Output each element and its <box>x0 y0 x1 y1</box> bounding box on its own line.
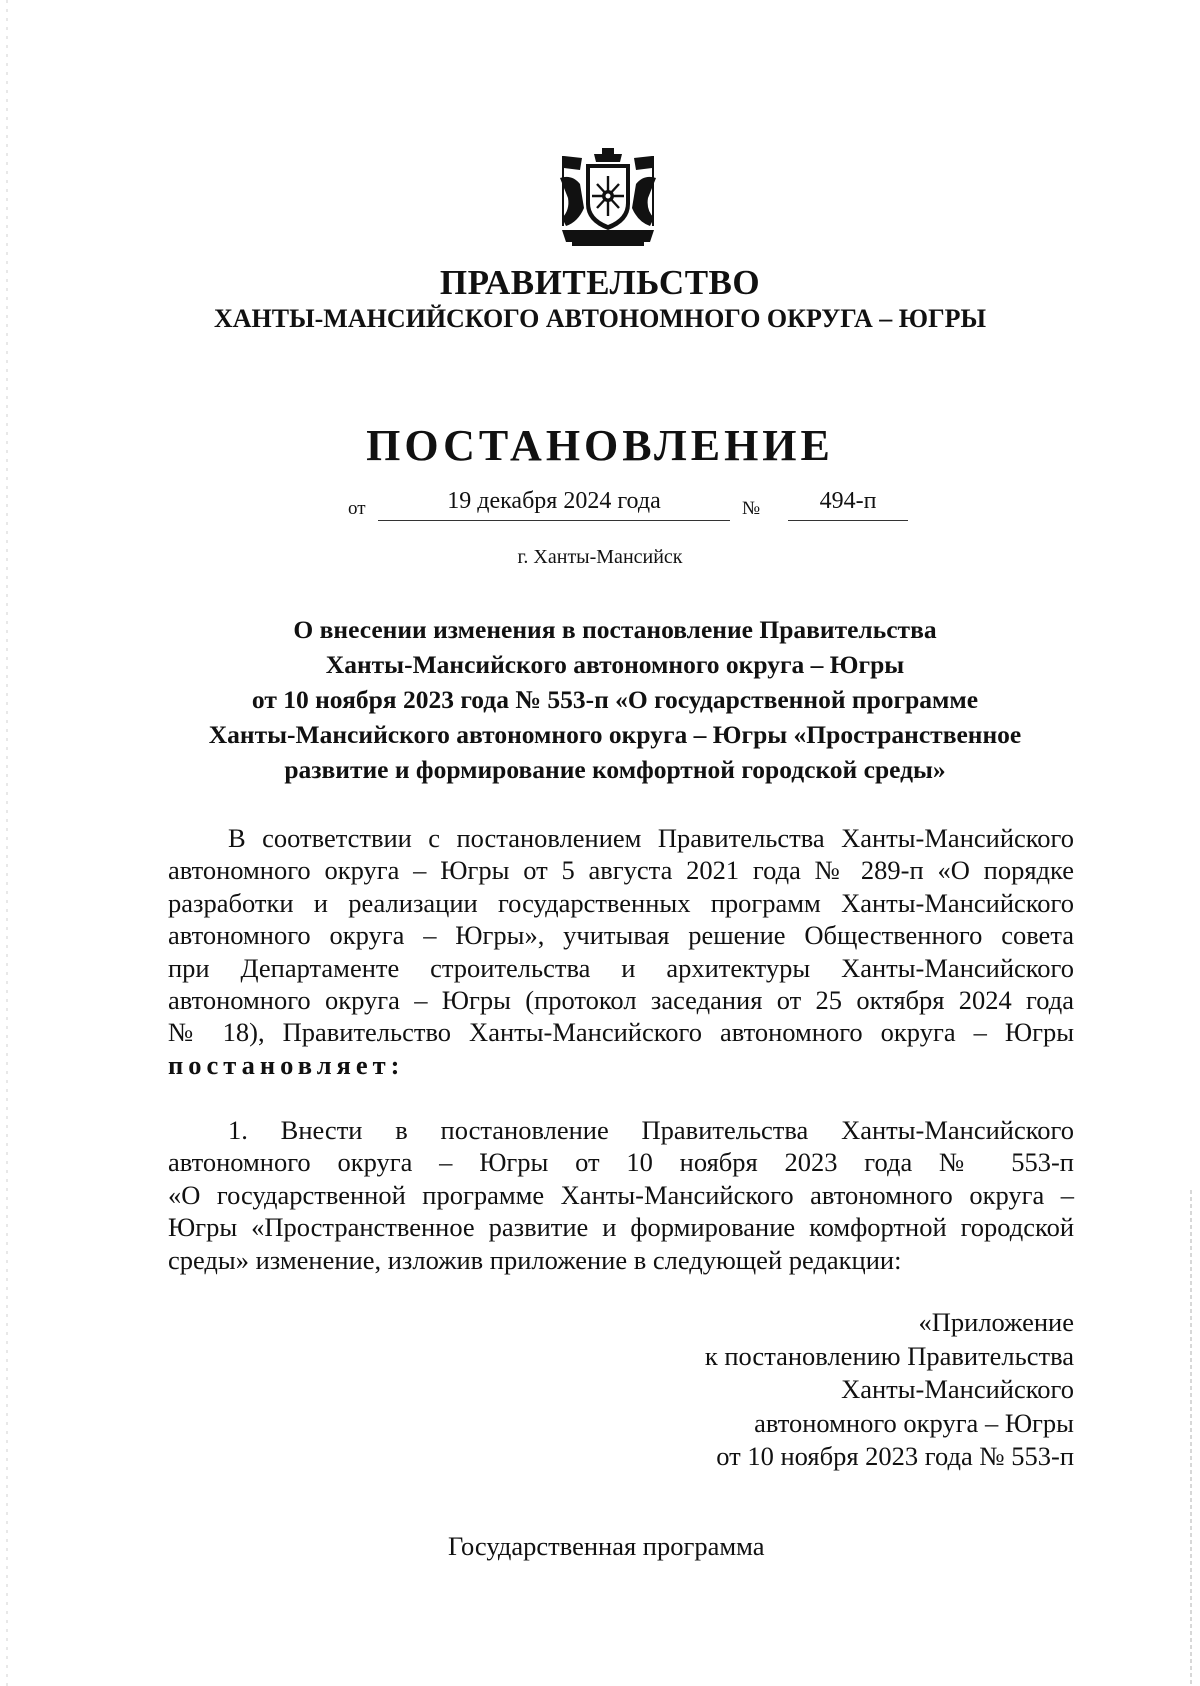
document-date: 19 декабря 2024 года <box>378 484 730 521</box>
subject-line: О внесении изменения в постановление Правительства <box>293 615 937 644</box>
clause-1-paragraph <box>168 1114 1074 1276</box>
paragraph-line: автономного округа – Югры от 5 августа 2021 года № 289-п «О порядке <box>168 855 1074 886</box>
number-prefix: № <box>742 498 761 519</box>
document-type-heading: ПОСТАНОВЛЕНИЕ <box>366 421 834 470</box>
paragraph-line: «О государственной программе Ханты-Мансийского автономного округа – <box>168 1179 1074 1210</box>
scan-edge-left <box>6 0 8 1686</box>
paragraph-line: Югры «Пространственное развитие и формирование комфортной городской <box>168 1212 1074 1243</box>
paragraph-line: среды» изменение, изложив приложение в следующей редакции: <box>168 1244 902 1275</box>
paragraph-line: 1. Внести в постановление Правительства Ханты-Мансийского <box>228 1115 1074 1145</box>
subject-line: Ханты-Мансийского автономного округа – Югры «Пространственное <box>208 720 1022 749</box>
appendix-line: к постановлению Правительства <box>704 1340 1074 1371</box>
appendix-line: Ханты-Мансийского <box>841 1374 1074 1404</box>
paragraph-line: автономного округа – Югры от 10 ноября 2023 года № 553-п <box>168 1147 1074 1178</box>
program-title: Государственная программа <box>448 1531 765 1561</box>
government-title: ПРАВИТЕЛЬСТВО <box>439 263 761 302</box>
decree-word: постановляет: <box>168 1049 405 1080</box>
paragraph-line: автономного округа – Югры (протокол заседания от 25 октября 2024 года <box>168 984 1074 1015</box>
document-number: 494-п <box>788 484 908 521</box>
subject-line: от 10 ноября 2023 года № 553-п «О государственной программе <box>251 685 979 714</box>
paragraph-line: разработки и реализации государственных программ Ханты-Мансийского <box>168 887 1074 918</box>
document-city: г. Ханты-Мансийск <box>517 546 683 568</box>
scan-edge-right <box>1190 1190 1192 1686</box>
paragraph-line: В соответствии с постановлением Правительства Ханты-Мансийского <box>228 823 1074 853</box>
preamble-paragraph <box>168 822 1074 1081</box>
coat-of-arms-icon <box>552 148 664 248</box>
subject-line: Ханты-Мансийского автономного округа – Югры <box>325 650 905 679</box>
subject-line: развитие и формирование комфортной городской среды» <box>284 755 946 784</box>
government-subtitle: ХАНТЫ-МАНСИЙСКОГО АВТОНОМНОГО ОКРУГА – ЮГРЫ <box>213 304 987 333</box>
appendix-line: от 10 ноября 2023 года № 553-п <box>716 1441 1074 1471</box>
date-prefix: от <box>348 498 366 519</box>
paragraph-line: № 18), Правительство Ханты-Мансийского автономного округа – Югры <box>168 1017 1074 1048</box>
paragraph-line: при Департаменте строительства и архитектуры Ханты-Мансийского <box>168 952 1074 983</box>
appendix-line: «Приложение <box>918 1307 1074 1337</box>
appendix-line: автономного округа – Югры <box>754 1407 1074 1438</box>
appendix-reference <box>705 1306 1074 1474</box>
paragraph-line: автономного округа – Югры», учитывая решение Общественного совета <box>168 920 1074 951</box>
document-subject <box>150 612 1080 787</box>
